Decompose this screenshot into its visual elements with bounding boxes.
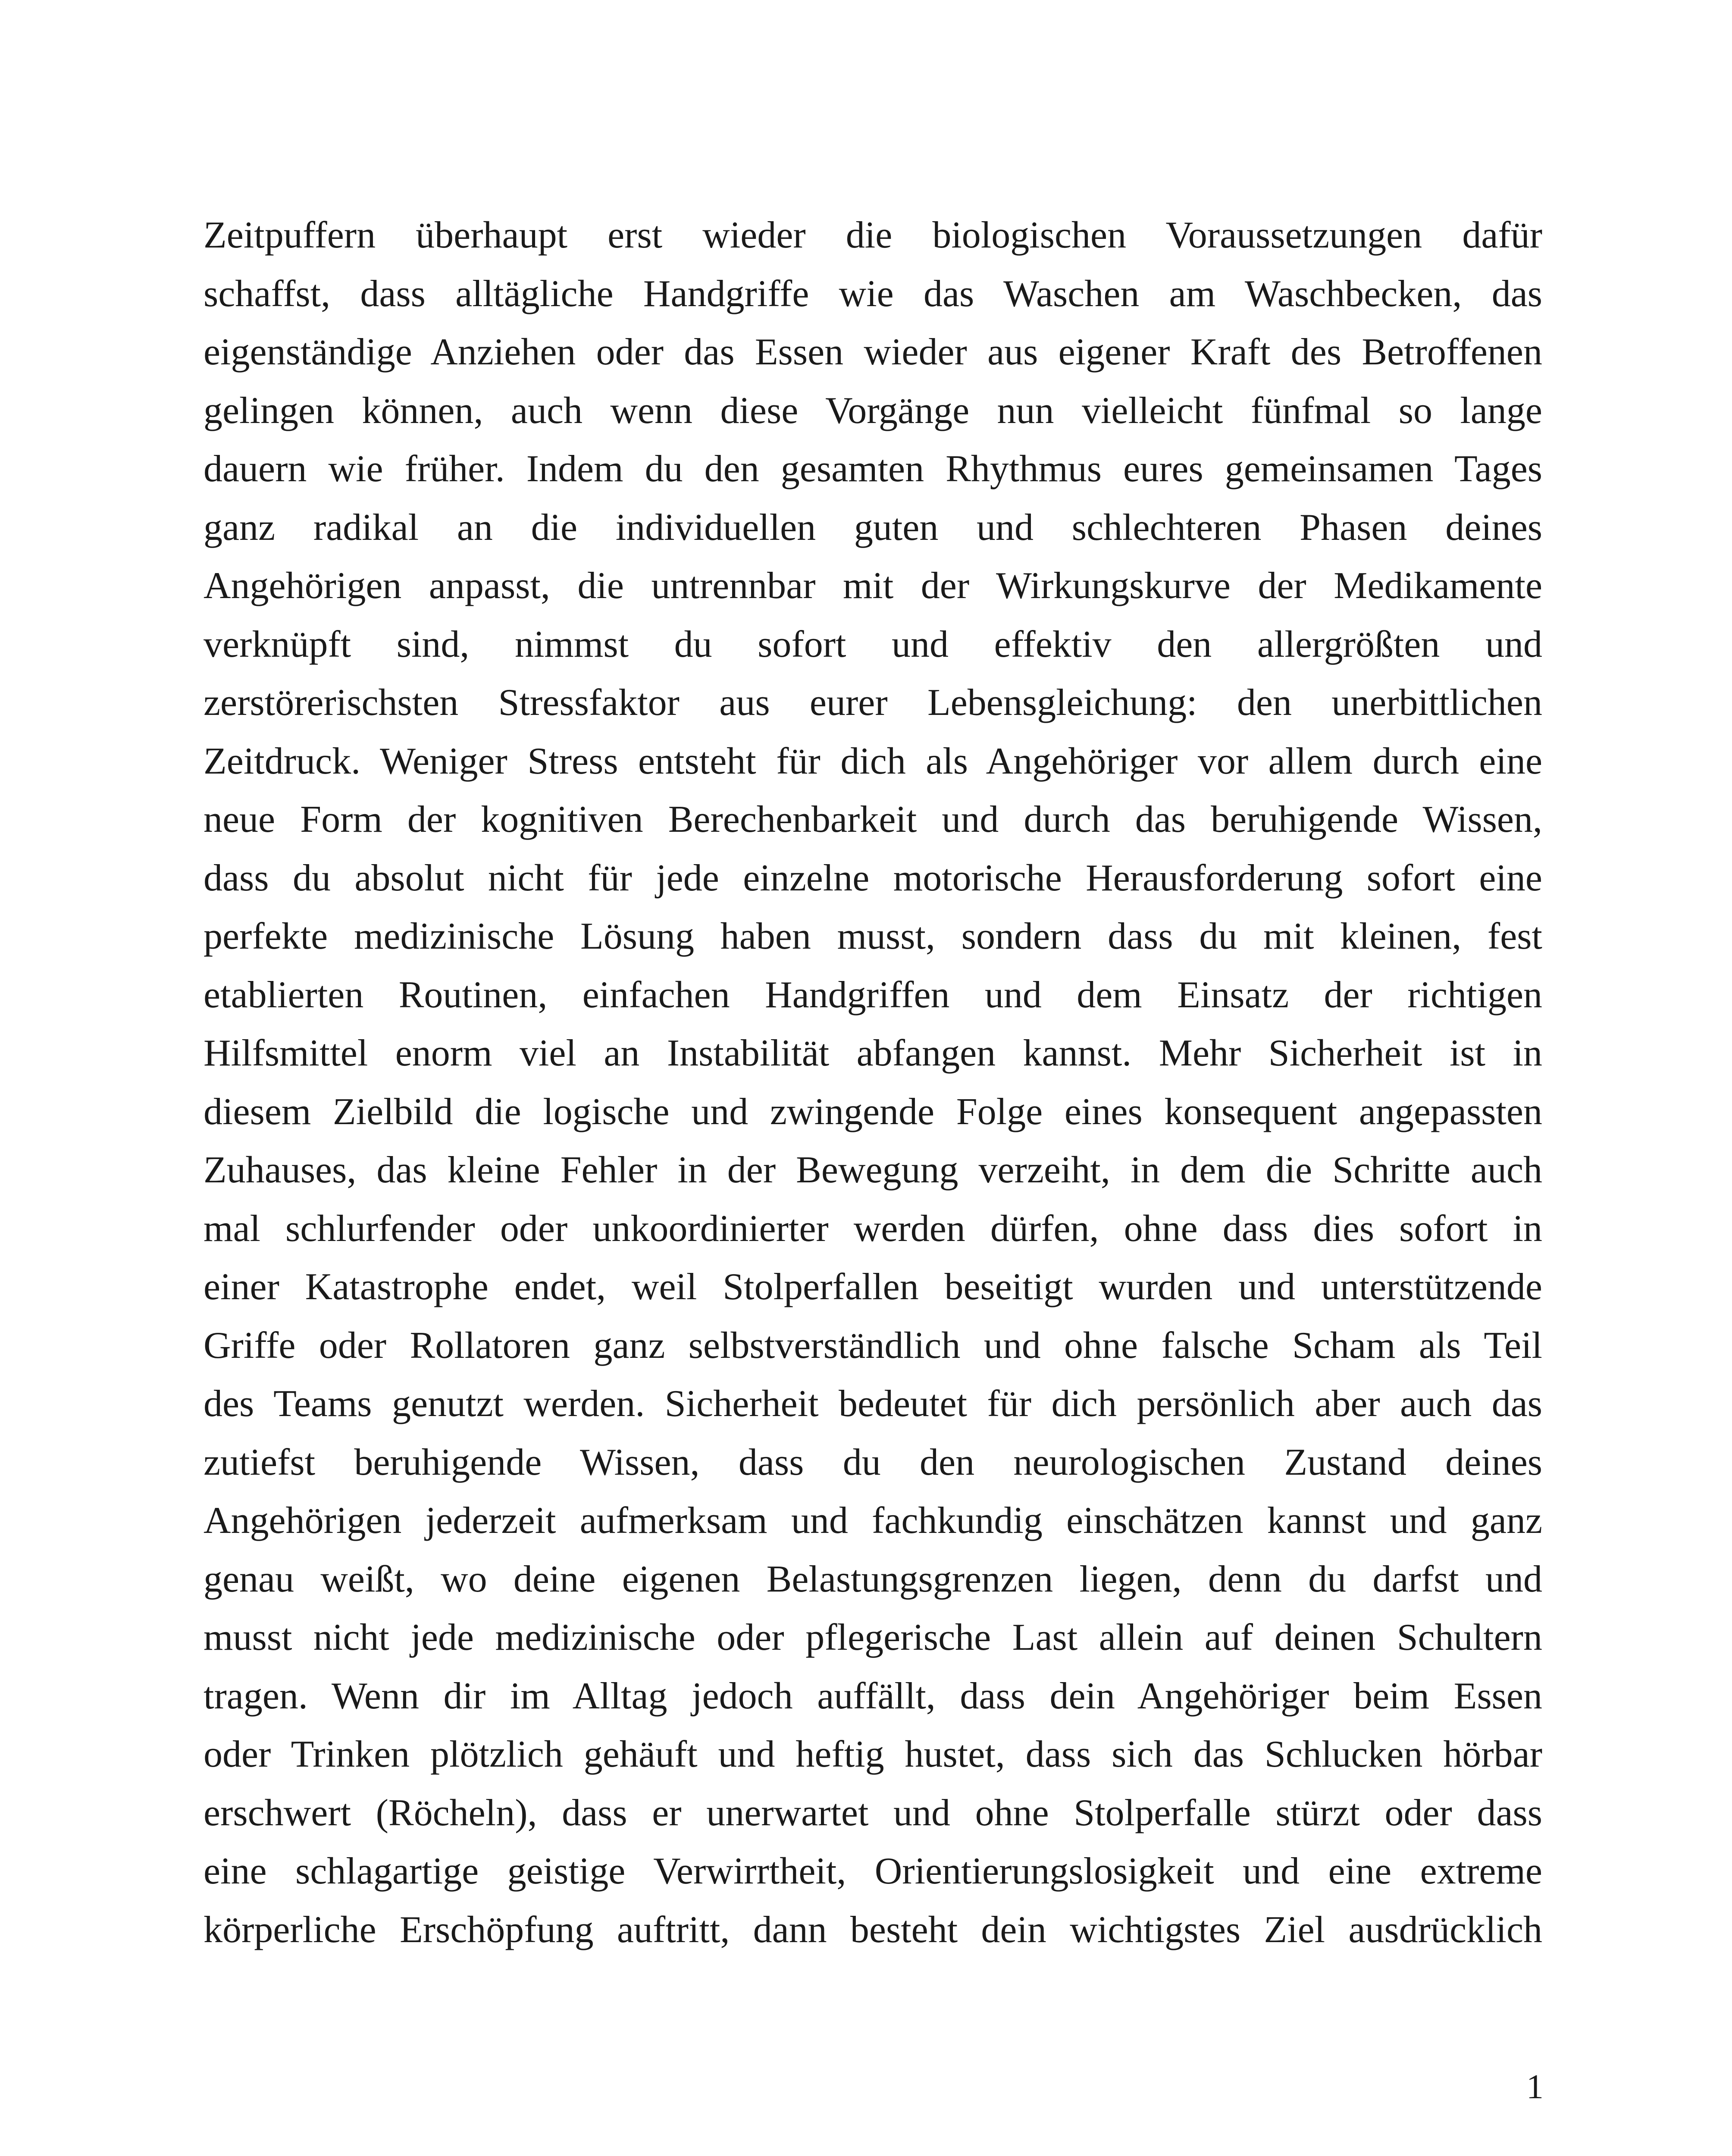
- text-line: Zuhauses, das kleine Fehler in der Bewegung verzeiht, in dem die Schritte auch: [204, 1149, 1542, 1191]
- text-line: verknüpft sind, nimmst du sofort und effektiv den allergrößten und: [204, 623, 1542, 665]
- text-line: schaffst, dass alltägliche Handgriffe wie das Waschen am Waschbecken, das: [204, 273, 1542, 315]
- text-line: genau weißt, wo deine eigenen Belastungsgrenzen liegen, denn du darfst und: [204, 1558, 1542, 1600]
- text-line: körperliche Erschöpfung auftritt, dann besteht dein wichtigstes Ziel ausdrücklich: [204, 1908, 1542, 1951]
- text-line: dass du absolut nicht für jede einzelne motorische Herausforderung sofort eine: [204, 857, 1542, 899]
- text-line: des Teams genutzt werden. Sicherheit bedeutet für dich persönlich aber auch das: [204, 1383, 1542, 1425]
- text-line: mal schlurfender oder unkoordinierter werden dürfen, ohne dass dies sofort in: [204, 1207, 1542, 1250]
- text-line: eine schlagartige geistige Verwirrtheit, Orientierungslosigkeit und eine extreme: [204, 1850, 1542, 1892]
- text-line: einer Katastrophe endet, weil Stolperfallen beseitigt wurden und unterstützende: [204, 1266, 1542, 1308]
- text-line: etablierten Routinen, einfachen Handgriffen und dem Einsatz der richtigen: [204, 974, 1542, 1016]
- text-line: zerstörerischsten Stressfaktor aus eurer Lebensgleichung: den unerbittlichen: [204, 682, 1542, 724]
- text-line: diesem Zielbild die logische und zwingende Folge eines konsequent angepassten: [204, 1091, 1542, 1133]
- text-line: Angehörigen jederzeit aufmerksam und fachkundig einschätzen kannst und ganz: [204, 1500, 1542, 1542]
- text-line: Zeitpuffern überhaupt erst wieder die biologischen Voraussetzungen dafür: [204, 214, 1542, 256]
- text-line: Angehörigen anpasst, die untrennbar mit der Wirkungskurve der Medikamente: [204, 565, 1542, 607]
- text-line: Griffe oder Rollatoren ganz selbstverständlich und ohne falsche Scham als Teil: [204, 1324, 1542, 1366]
- text-line: gelingen können, auch wenn diese Vorgänge nun vielleicht fünfmal so lange: [204, 389, 1542, 432]
- text-line: oder Trinken plötzlich gehäuft und heftig hustet, dass sich das Schlucken hörbar: [204, 1733, 1542, 1775]
- text-line: ganz radikal an die individuellen guten und schlechteren Phasen deines: [204, 506, 1542, 548]
- text-line: zutiefst beruhigende Wissen, dass du den neurologischen Zustand deines: [204, 1441, 1542, 1483]
- text-line: Zeitdruck. Weniger Stress entsteht für dich als Angehöriger vor allem durch eine: [204, 740, 1542, 782]
- text-line: musst nicht jede medizinische oder pflegerische Last allein auf deinen Schultern: [204, 1617, 1542, 1658]
- body-paragraph: [204, 206, 1542, 1959]
- text-line: Hilfsmittel enorm viel an Instabilität abfangen kannst. Mehr Sicherheit ist in: [204, 1032, 1542, 1074]
- text-line: neue Form der kognitiven Berechenbarkeit und durch das beruhigende Wissen,: [204, 799, 1542, 840]
- page-number: 1: [1526, 2068, 1544, 2106]
- text-line: perfekte medizinische Lösung haben musst, sondern dass du mit kleinen, fest: [204, 915, 1542, 957]
- text-line: dauern wie früher. Indem du den gesamten Rhythmus eures gemeinsamen Tages: [204, 448, 1542, 490]
- text-line: erschwert (Röcheln), dass er unerwartet und ohne Stolperfalle stürzt oder dass: [204, 1792, 1542, 1834]
- text-line: tragen. Wenn dir im Alltag jedoch auffällt, dass dein Angehöriger beim Essen: [204, 1675, 1542, 1717]
- text-line: eigenständige Anziehen oder das Essen wieder aus eigener Kraft des Betroffenen: [204, 331, 1542, 373]
